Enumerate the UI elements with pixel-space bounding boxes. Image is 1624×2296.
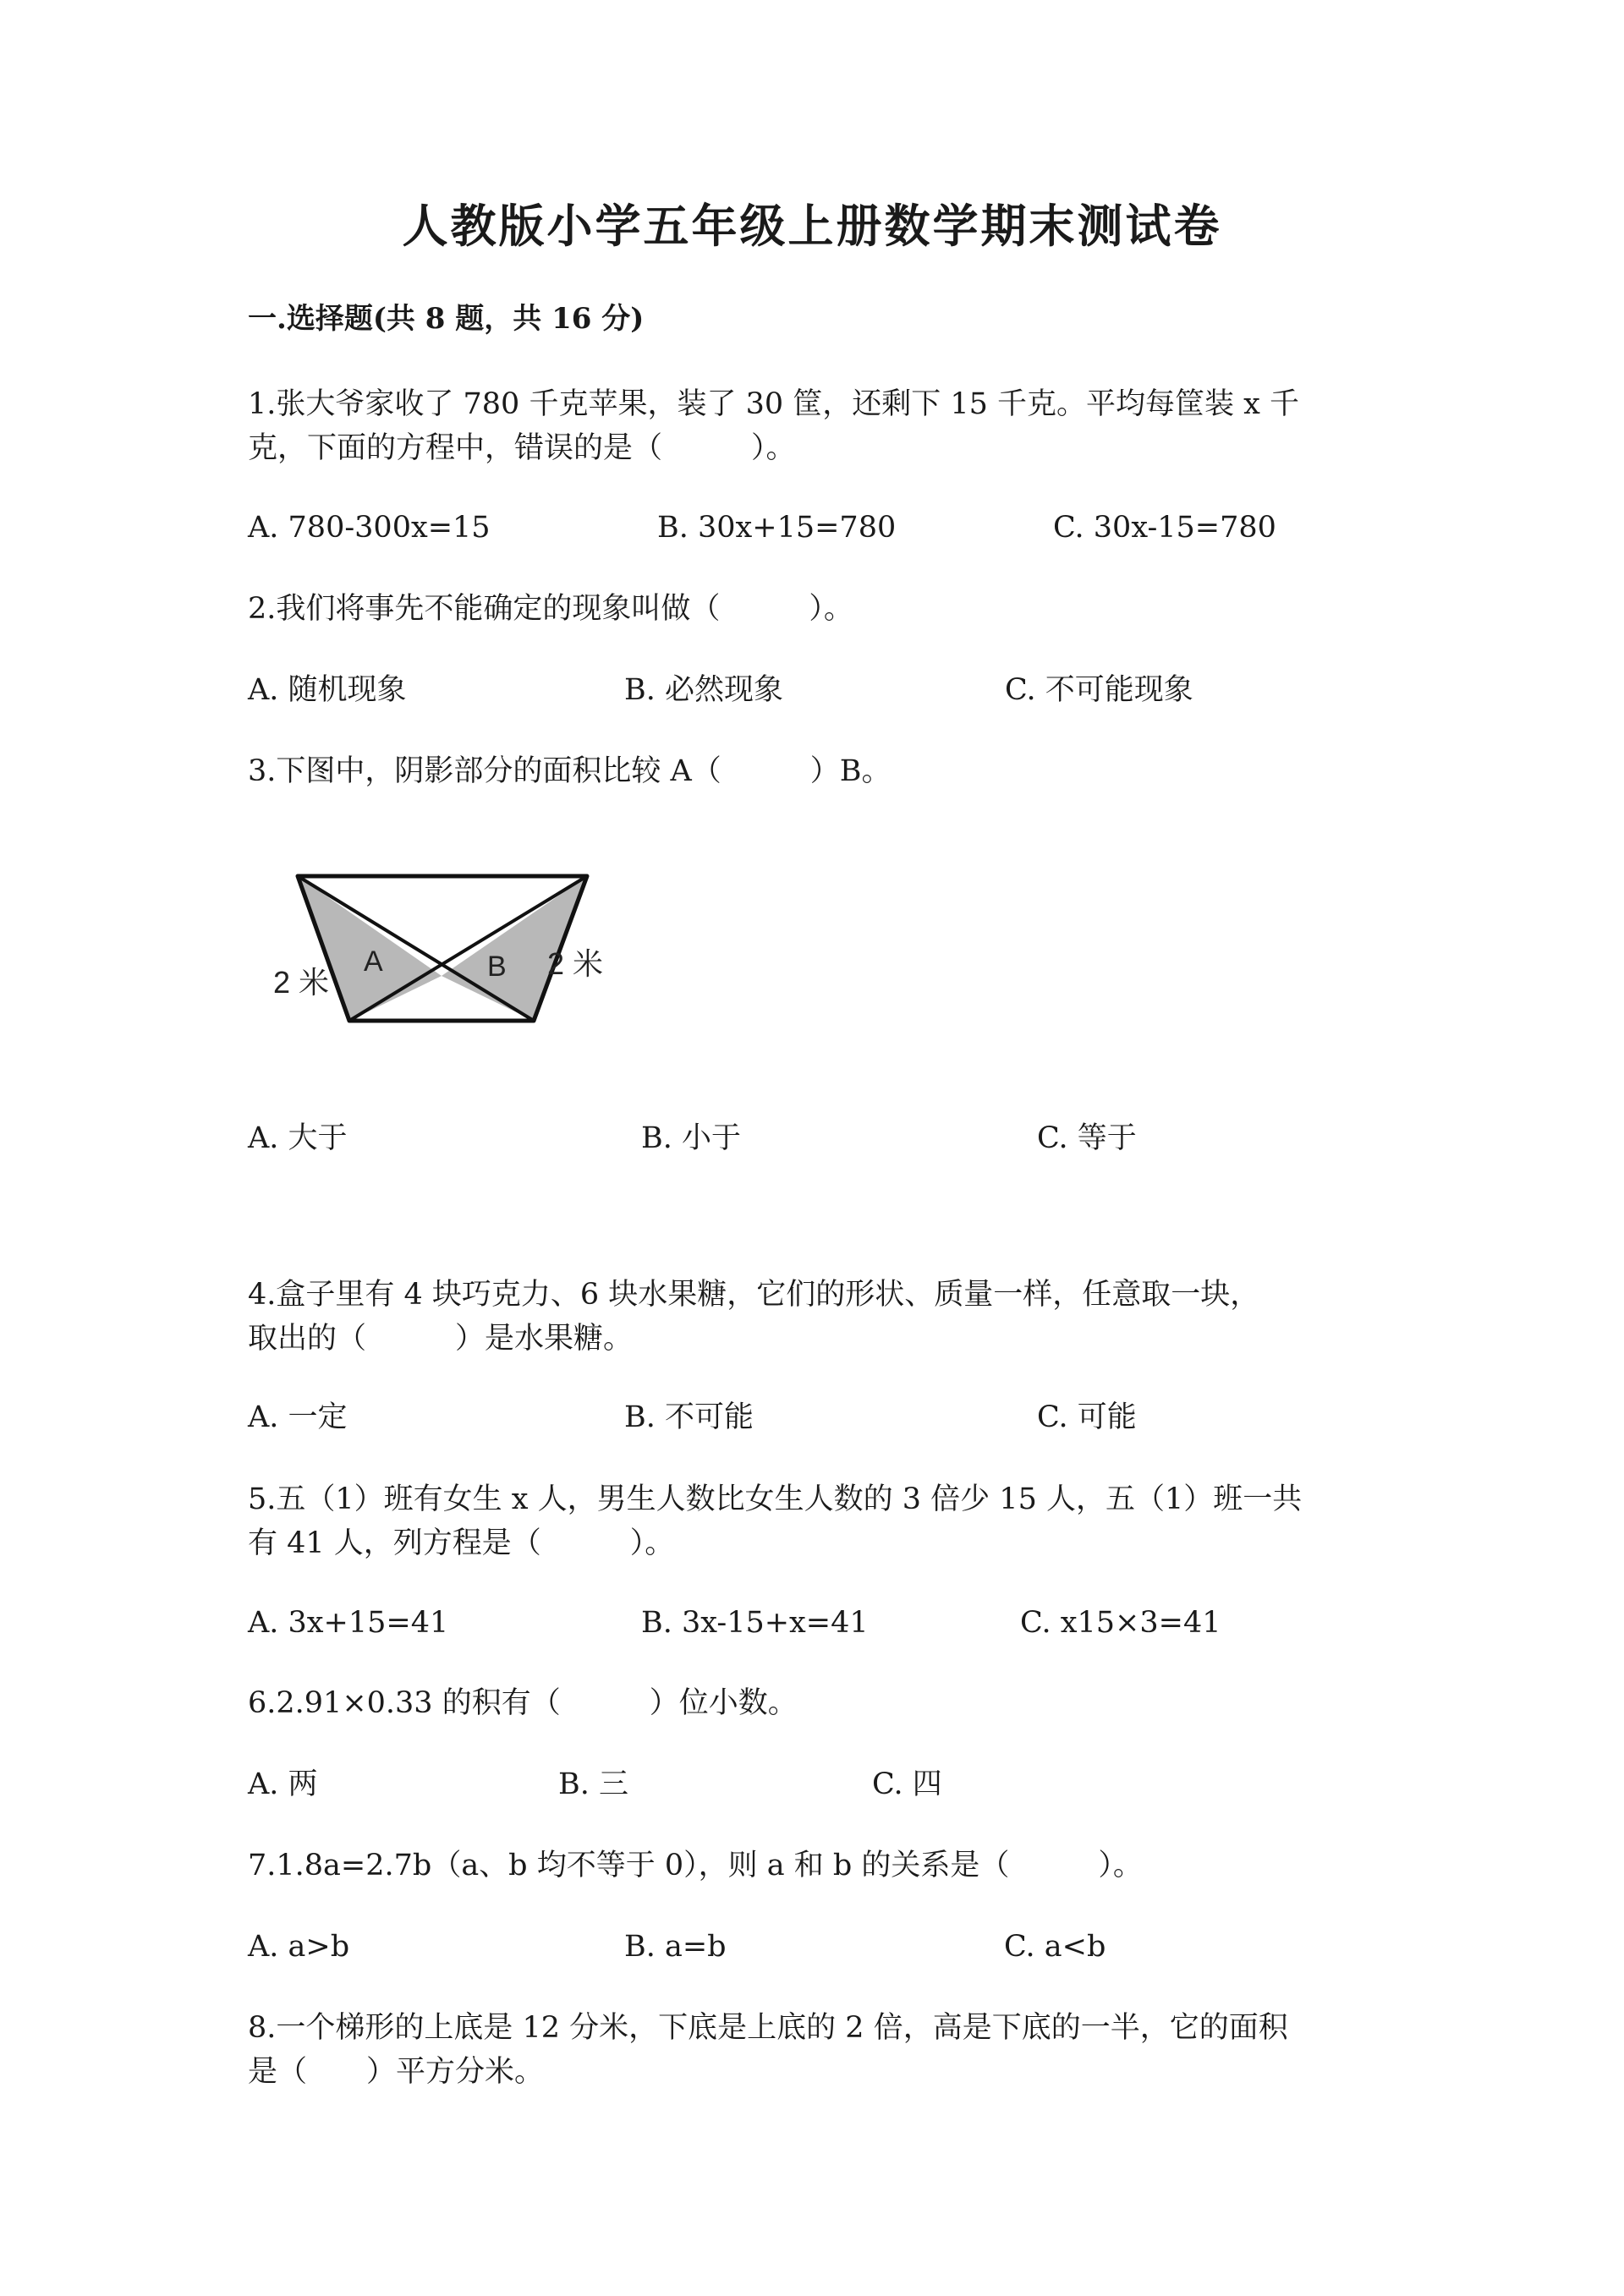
question-text-line: 克，下面的方程中，错误的是（ ）。 [248, 431, 796, 465]
option-a: A. a>b [248, 1930, 350, 1964]
option-b: B. a=b [624, 1930, 727, 1964]
option-c: C. a<b [1004, 1930, 1106, 1964]
trapezoid-figure [258, 863, 630, 1037]
question-5 [248, 1477, 1390, 1565]
question-text-line: 2.我们将事先不能确定的现象叫做（ ）。 [248, 592, 853, 626]
right-side-length: 2 米 [547, 946, 604, 981]
question-8 [248, 2006, 1390, 2094]
option-c: C. 不可能现象 [1005, 673, 1193, 707]
option-b: B. 不可能 [624, 1400, 754, 1434]
label-b: B [487, 951, 507, 983]
page-title: 人教版小学五年级上册数学期末测试卷 [402, 199, 1222, 253]
option-c: C. 等于 [1037, 1121, 1137, 1155]
option-a: A. 大于 [248, 1121, 348, 1155]
question-text-line: 5.五（1）班有女生 x 人，男生人数比女生人数的 3 倍少 15 人，五（1）班一共 [248, 1482, 1303, 1516]
question-6 [248, 1681, 1390, 1725]
question-1 [248, 382, 1390, 470]
option-b: B. 必然现象 [624, 673, 783, 707]
section-heading: 一.选择题(共 8 题，共 16 分) [248, 302, 645, 336]
option-b: B. 3x-15+x=41 [641, 1606, 869, 1640]
question-text-line: 8.一个梯形的上底是 12 分米，下底是上底的 2 倍，高是下底的一半，它的面积 [248, 2011, 1288, 2045]
question-text-line: 是（ ）平方分米。 [248, 2055, 545, 2089]
option-c: C. 30x-15=780 [1053, 511, 1276, 545]
question-7 [248, 1844, 1390, 1888]
option-a: A. 一定 [248, 1400, 348, 1434]
left-side-length: 2 米 [273, 965, 330, 1000]
option-b: B. 小于 [641, 1121, 741, 1155]
question-text-line: 3.下图中，阴影部分的面积比较 A（ ）B。 [248, 754, 892, 788]
option-a: A. 3x+15=41 [248, 1606, 449, 1640]
question-text-line: 有 41 人，列方程是（ ）。 [248, 1526, 675, 1560]
option-c: C. 可能 [1037, 1400, 1137, 1434]
question-text-line: 4.盒子里有 4 块巧克力、6 块水果糖，它们的形状、质量一样，任意取一块， [248, 1278, 1260, 1312]
label-a: A [364, 945, 383, 978]
option-b: B. 三 [558, 1767, 628, 1801]
option-a: A. 780-300x=15 [248, 511, 491, 545]
question-4 [248, 1273, 1390, 1361]
option-a: A. 两 [248, 1767, 318, 1801]
question-text-line: 取出的（ ）是水果糖。 [248, 1322, 634, 1356]
question-text-line: 6.2.91×0.33 的积有（ ）位小数。 [248, 1686, 798, 1720]
question-text-line: 7.1.8a=2.7b（a、b 均不等于 0），则 a 和 b 的关系是（ ）。 [248, 1849, 1143, 1882]
question-2 [248, 587, 1390, 631]
question-3 [248, 749, 1390, 793]
option-a: A. 随机现象 [248, 673, 407, 707]
option-b: B. 30x+15=780 [657, 511, 897, 545]
option-c: C. 四 [872, 1767, 942, 1801]
option-c: C. x15×3=41 [1020, 1606, 1221, 1640]
question-text-line: 1.张大爷家收了 780 千克苹果，装了 30 筐，还剩下 15 千克。平均每筐装 x 千 [248, 387, 1300, 421]
